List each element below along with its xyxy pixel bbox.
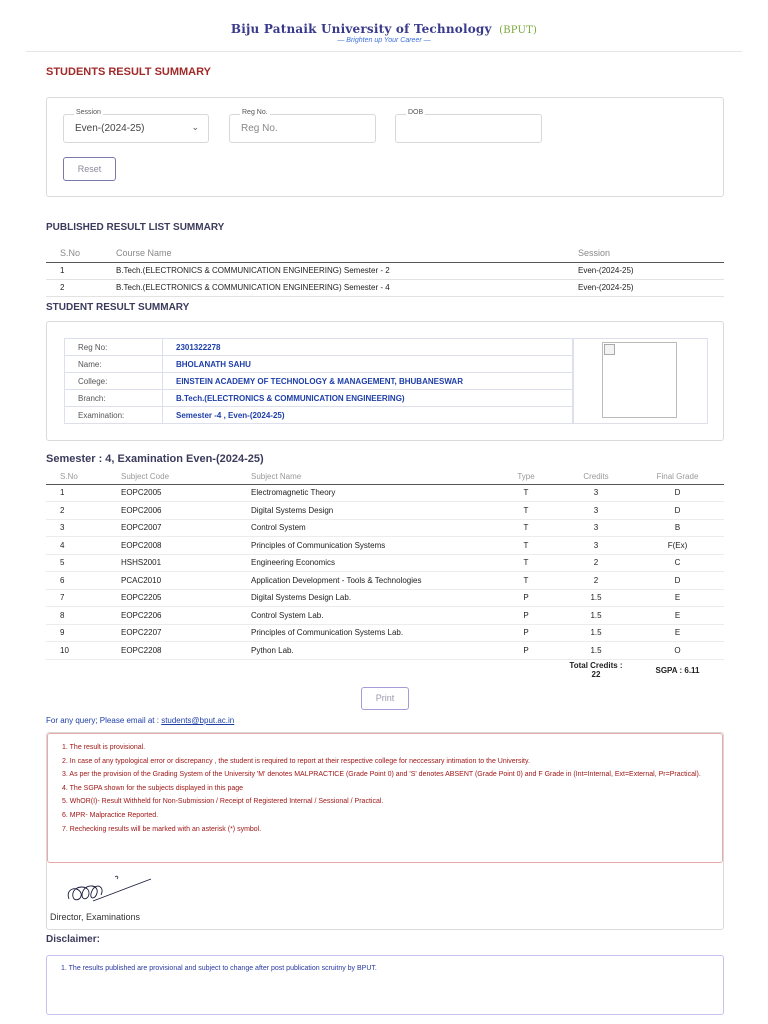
cell-type: P [491, 607, 561, 625]
column-header-code: Subject Code [121, 470, 251, 484]
cell-sno: 6 [46, 572, 121, 590]
info-value-college: EINSTEIN ACADEMY OF TECHNOLOGY & MANAGEMENT, BHUBANESWAR [163, 373, 573, 390]
semester-title: Semester : 4, Examination Even-(2024-25) [46, 453, 264, 465]
cell-name: Python Lab. [251, 642, 491, 660]
cell-code: EOPC2205 [121, 589, 251, 607]
column-header-name: Subject Name [251, 470, 491, 484]
info-key: Name: [65, 356, 163, 373]
table-row [46, 502, 724, 520]
cell-course[interactable]: B.Tech.(ELECTRONICS & COMMUNICATION ENGINEERING) Semester - 4 [102, 279, 564, 296]
grades-table [46, 470, 724, 681]
cell-name: Engineering Economics [251, 554, 491, 572]
table-row [46, 519, 724, 537]
cell-name: Application Development - Tools & Technologies [251, 572, 491, 590]
support-email-link[interactable]: students@bput.ac.in [161, 716, 235, 725]
cell-sno: 2 [46, 279, 102, 296]
cell-type: T [491, 519, 561, 537]
cell-name: Digital Systems Design [251, 502, 491, 520]
cell-grade: F(Ex) [631, 537, 724, 555]
table-row [46, 554, 724, 572]
cell-type: T [491, 572, 561, 590]
cell-grade: O [631, 642, 724, 660]
cell-name: Control System Lab. [251, 607, 491, 625]
table-row [46, 589, 724, 607]
sgpa-value: SGPA : 6.11 [655, 665, 700, 675]
info-value-branch: B.Tech.(ELECTRONICS & COMMUNICATION ENGINEERING) [163, 390, 573, 407]
table-header-row [46, 245, 724, 262]
info-value-examination: Semester -4 , Even-(2024-25) [163, 407, 573, 424]
note-item: 1. The result is provisional. [62, 744, 146, 751]
cell-name: Principles of Communication Systems [251, 537, 491, 555]
student-info-table [64, 338, 573, 424]
student-info-card [46, 321, 724, 441]
info-key: Reg No: [65, 339, 163, 356]
site-header [26, 0, 742, 52]
column-header-course: Course Name [102, 245, 564, 262]
cell-type: T [491, 554, 561, 572]
page-title: STUDENTS RESULT SUMMARY [46, 66, 211, 78]
info-key: College: [65, 373, 163, 390]
cell-code: EOPC2006 [121, 502, 251, 520]
cell-sno: 5 [46, 554, 121, 572]
table-row [46, 642, 724, 660]
dob-input[interactable] [395, 109, 542, 143]
cell-sno: 1 [46, 484, 121, 502]
cell-type: T [491, 502, 561, 520]
note-item: 4. The SGPA shown for the subjects displayed in this page [62, 784, 244, 792]
table-row[interactable] [46, 279, 724, 296]
table-row [46, 537, 724, 555]
note-item: 3. As per the provision of the Grading System of the University 'M' denotes MALPRACTICE (Grade Point 0) and 'S' denotes ABSENT (Grade Point 0) and F Grade in (Int=Internal, Ext=External, Pr=Practical). [62, 771, 701, 779]
cell-credits: 3 [561, 502, 631, 520]
cell-sno: 3 [46, 519, 121, 537]
cell-course[interactable]: B.Tech.(ELECTRONICS & COMMUNICATION ENGINEERING) Semester - 2 [102, 262, 564, 279]
chevron-down-icon: ⌄ [191, 122, 199, 132]
column-header-grade: Final Grade [631, 470, 724, 484]
cell-sno: 2 [46, 502, 121, 520]
cell-credits: 3 [561, 537, 631, 555]
university-name: Biju Patnaik University of Technology [230, 22, 492, 36]
disclaimer-title: Disclaimer: [46, 934, 100, 945]
cell-credits: 1.5 [561, 607, 631, 625]
cell-session: Even-(2024-25) [564, 262, 724, 279]
cell-name: Principles of Communication Systems Lab. [251, 624, 491, 642]
cell-credits: 3 [561, 484, 631, 502]
reset-button[interactable]: Reset [63, 157, 116, 181]
cell-code: EOPC2005 [121, 484, 251, 502]
total-credits-value: 22 [591, 670, 601, 680]
table-row [46, 607, 724, 625]
info-row-reg-no [65, 339, 573, 356]
cell-code: EOPC2208 [121, 642, 251, 660]
notes-box [47, 733, 723, 863]
cell-credits: 2 [561, 554, 631, 572]
reg-no-placeholder: Reg No. [241, 123, 278, 134]
table-row[interactable] [46, 262, 724, 279]
note-item: 6. MPR- Malpractice Reported. [62, 811, 159, 819]
disclaimer-text: 1. The results published are provisional and subject to change after post publication scruitny by BPUT. [61, 965, 377, 972]
cell-name: Digital Systems Design Lab. [251, 589, 491, 607]
note-item: 5. WhOR(I)- Result Withheld for Non-Submission / Receipt of Registered Internal / Sessional / Practical. [62, 798, 384, 806]
note-item: 2. In case of any typological error or discrepancy , the student is required to report at their respective college for neccessary intimation to the University. [62, 757, 530, 765]
info-value-reg-no: 2301322278 [163, 339, 573, 356]
query-text: For any query; Please email at : [46, 716, 159, 725]
totals-row [46, 659, 724, 681]
cell-name: Control System [251, 519, 491, 537]
cell-code: PCAC2010 [121, 572, 251, 590]
cell-credits: 1.5 [561, 642, 631, 660]
cell-credits: 1.5 [561, 624, 631, 642]
university-abbr: (BPUT) [499, 25, 538, 36]
cell-grade: E [631, 589, 724, 607]
session-select[interactable] [63, 109, 209, 143]
cell-grade: B [631, 519, 724, 537]
column-header-credits: Credits [561, 470, 631, 484]
info-row-branch [65, 390, 573, 407]
session-value: Even-(2024-25) [75, 123, 145, 134]
cell-grade: D [631, 484, 724, 502]
info-row-examination [65, 407, 573, 424]
cell-sno: 10 [46, 642, 121, 660]
cell-name: Electromagnetic Theory [251, 484, 491, 502]
table-row [46, 484, 724, 502]
dob-label: DOB [408, 109, 424, 116]
search-filter-card [46, 97, 724, 197]
query-contact [46, 716, 234, 725]
cell-type: T [491, 484, 561, 502]
disclaimer-box [46, 955, 724, 1015]
print-button[interactable]: Print [361, 687, 409, 710]
info-value-name: BHOLANATH SAHU [163, 356, 573, 373]
student-photo [602, 342, 677, 418]
cell-sno: 8 [46, 607, 121, 625]
university-logo[interactable] [26, 22, 742, 36]
cell-code: HSHS2001 [121, 554, 251, 572]
cell-type: P [491, 642, 561, 660]
director-signature [63, 871, 153, 909]
info-key: Branch: [65, 390, 163, 407]
cell-code: EOPC2007 [121, 519, 251, 537]
cell-session: Even-(2024-25) [564, 279, 724, 296]
cell-sno: 9 [46, 624, 121, 642]
cell-type: T [491, 537, 561, 555]
reg-no-input[interactable] [229, 109, 376, 143]
table-row [46, 572, 724, 590]
table-row [46, 624, 724, 642]
cell-sno: 1 [46, 262, 102, 279]
cell-grade: E [631, 607, 724, 625]
column-header-session: Session [564, 245, 724, 262]
cell-credits: 2 [561, 572, 631, 590]
published-list-title: PUBLISHED RESULT LIST SUMMARY [46, 222, 225, 233]
university-tagline: — Brighten up Your Career — [337, 37, 431, 44]
table-header-row [46, 470, 724, 484]
broken-image-icon [604, 344, 615, 355]
column-header-sno: S.No [46, 245, 102, 262]
photo-cell [573, 338, 708, 424]
info-row-college [65, 373, 573, 390]
total-credits-label: Total Credits : [569, 661, 623, 671]
cell-code: EOPC2008 [121, 537, 251, 555]
info-row-name [65, 356, 573, 373]
cell-grade: D [631, 502, 724, 520]
cell-grade: D [631, 572, 724, 590]
cell-sno: 7 [46, 589, 121, 607]
column-header-sno: S.No [46, 470, 121, 484]
director-title: Director, Examinations [50, 912, 141, 922]
notes-card [46, 732, 724, 930]
cell-code: EOPC2206 [121, 607, 251, 625]
total-credits [561, 659, 631, 681]
reg-no-label: Reg No. [242, 109, 268, 116]
cell-credits: 1.5 [561, 589, 631, 607]
cell-type: P [491, 589, 561, 607]
info-key: Examination: [65, 407, 163, 424]
published-result-table [46, 245, 724, 297]
cell-grade: E [631, 624, 724, 642]
session-label: Session [76, 109, 101, 116]
student-summary-title: STUDENT RESULT SUMMARY [46, 302, 190, 313]
cell-sno: 4 [46, 537, 121, 555]
cell-credits: 3 [561, 519, 631, 537]
note-item: 7. Rechecking results will be marked with an asterisk (*) symbol. [62, 825, 262, 833]
cell-type: P [491, 624, 561, 642]
column-header-type: Type [491, 470, 561, 484]
cell-grade: C [631, 554, 724, 572]
cell-code: EOPC2207 [121, 624, 251, 642]
